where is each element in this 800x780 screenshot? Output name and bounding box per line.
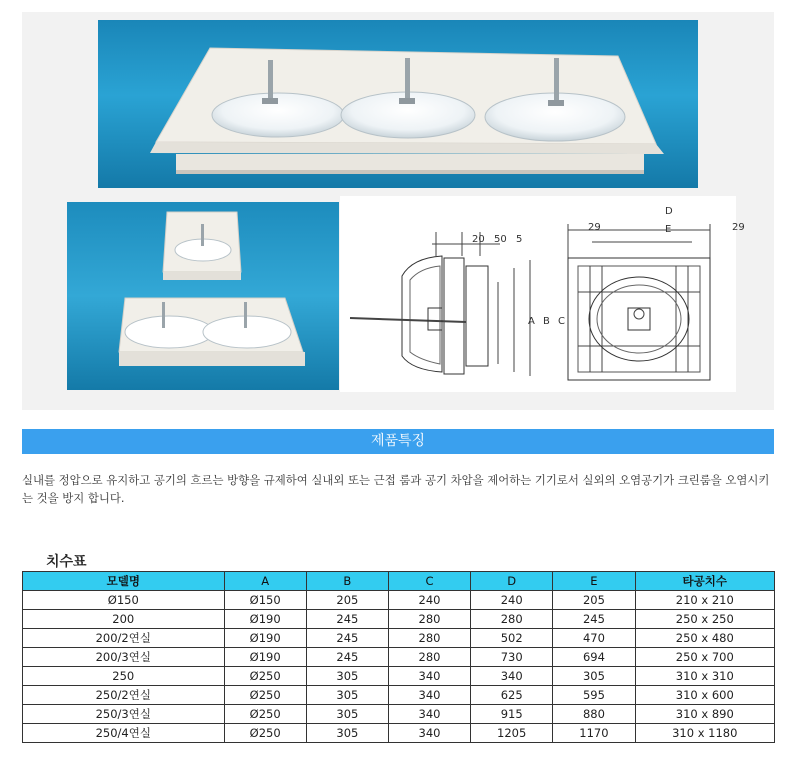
cell-b: 245 bbox=[306, 629, 388, 648]
drawing-label-29-right: 29 bbox=[732, 222, 745, 233]
cell-d: 730 bbox=[471, 648, 553, 667]
product-gallery bbox=[22, 12, 774, 410]
cell-c: 340 bbox=[388, 686, 470, 705]
header-d: D bbox=[471, 572, 553, 591]
cell-c: 280 bbox=[388, 648, 470, 667]
dimension-table bbox=[22, 571, 775, 743]
cell-cutout: 250 x 700 bbox=[635, 648, 774, 667]
table-row bbox=[23, 591, 775, 610]
drawing-label-50: 50 bbox=[494, 234, 507, 245]
cell-cutout: 310 x 1180 bbox=[635, 724, 774, 743]
cell-d: 240 bbox=[471, 591, 553, 610]
cell-c: 340 bbox=[388, 724, 470, 743]
cell-cutout: 310 x 600 bbox=[635, 686, 774, 705]
drawing-label-20: 20 bbox=[472, 234, 485, 245]
cell-c: 280 bbox=[388, 629, 470, 648]
cell-d: 1205 bbox=[471, 724, 553, 743]
drawing-label-A: A bbox=[528, 316, 535, 327]
drawing-label-29-left: 29 bbox=[588, 222, 601, 233]
table-row bbox=[23, 629, 775, 648]
cell-cutout: 210 x 210 bbox=[635, 591, 774, 610]
cell-c: 240 bbox=[388, 591, 470, 610]
cell-d: 502 bbox=[471, 629, 553, 648]
cell-a: Ø250 bbox=[224, 705, 306, 724]
drawing-label-C: C bbox=[558, 316, 565, 327]
header-a: A bbox=[224, 572, 306, 591]
cell-e: 245 bbox=[553, 610, 635, 629]
cell-e: 694 bbox=[553, 648, 635, 667]
cell-e: 1170 bbox=[553, 724, 635, 743]
cell-a: Ø250 bbox=[224, 686, 306, 705]
table-row bbox=[23, 724, 775, 743]
cell-a: Ø150 bbox=[224, 591, 306, 610]
cell-model: 250/4연실 bbox=[23, 724, 225, 743]
cell-model: 200/2연실 bbox=[23, 629, 225, 648]
features-heading: 제품특징 bbox=[22, 429, 774, 454]
cell-cutout: 310 x 310 bbox=[635, 667, 774, 686]
cell-e: 470 bbox=[553, 629, 635, 648]
cell-b: 245 bbox=[306, 648, 388, 667]
dimension-drawing bbox=[340, 196, 745, 392]
cell-d: 280 bbox=[471, 610, 553, 629]
cell-a: Ø190 bbox=[224, 610, 306, 629]
cell-b: 305 bbox=[306, 724, 388, 743]
cell-model: 200 bbox=[23, 610, 225, 629]
cell-model: 250/3연실 bbox=[23, 705, 225, 724]
cell-cutout: 310 x 890 bbox=[635, 705, 774, 724]
cell-d: 340 bbox=[471, 667, 553, 686]
drawing-label-E: E bbox=[665, 224, 672, 235]
table-row bbox=[23, 610, 775, 629]
drawing-label-5: 5 bbox=[516, 234, 523, 245]
cell-a: Ø190 bbox=[224, 629, 306, 648]
header-e: E bbox=[553, 572, 635, 591]
cell-d: 625 bbox=[471, 686, 553, 705]
table-row bbox=[23, 667, 775, 686]
cell-e: 880 bbox=[553, 705, 635, 724]
cell-a: Ø190 bbox=[224, 648, 306, 667]
hero-product-image bbox=[98, 20, 698, 188]
table-row bbox=[23, 686, 775, 705]
features-description: 실내를 정압으로 유지하고 공기의 흐르는 방향을 규제하여 실내외 또는 근접 룸과 공기 차압을 제어하는 기기로서 실외의 오염공기가 크린룸을 오염시키는 것을 방지 합니다. bbox=[22, 473, 770, 505]
product-variants-image bbox=[67, 202, 339, 390]
cell-a: Ø250 bbox=[224, 667, 306, 686]
drawing-label-D: D bbox=[665, 206, 673, 217]
cell-model: 250/2연실 bbox=[23, 686, 225, 705]
cell-model: Ø150 bbox=[23, 591, 225, 610]
cell-b: 305 bbox=[306, 667, 388, 686]
cell-b: 305 bbox=[306, 686, 388, 705]
cell-a: Ø250 bbox=[224, 724, 306, 743]
header-c: C bbox=[388, 572, 470, 591]
cell-model: 200/3연실 bbox=[23, 648, 225, 667]
table-row bbox=[23, 648, 775, 667]
header-b: B bbox=[306, 572, 388, 591]
cell-cutout: 250 x 250 bbox=[635, 610, 774, 629]
table-header-row bbox=[23, 572, 775, 591]
cell-cutout: 250 x 480 bbox=[635, 629, 774, 648]
cell-d: 915 bbox=[471, 705, 553, 724]
cell-c: 340 bbox=[388, 705, 470, 724]
cell-c: 340 bbox=[388, 667, 470, 686]
cell-b: 245 bbox=[306, 610, 388, 629]
header-cutout: 타공치수 bbox=[635, 572, 774, 591]
cell-e: 205 bbox=[553, 591, 635, 610]
cell-b: 305 bbox=[306, 705, 388, 724]
cell-model: 250 bbox=[23, 667, 225, 686]
table-row bbox=[23, 705, 775, 724]
cell-c: 280 bbox=[388, 610, 470, 629]
cell-b: 205 bbox=[306, 591, 388, 610]
cell-e: 595 bbox=[553, 686, 635, 705]
dimension-table-title: 치수표 bbox=[46, 554, 87, 570]
cell-e: 305 bbox=[553, 667, 635, 686]
header-model: 모델명 bbox=[23, 572, 225, 591]
drawing-label-B: B bbox=[543, 316, 550, 327]
